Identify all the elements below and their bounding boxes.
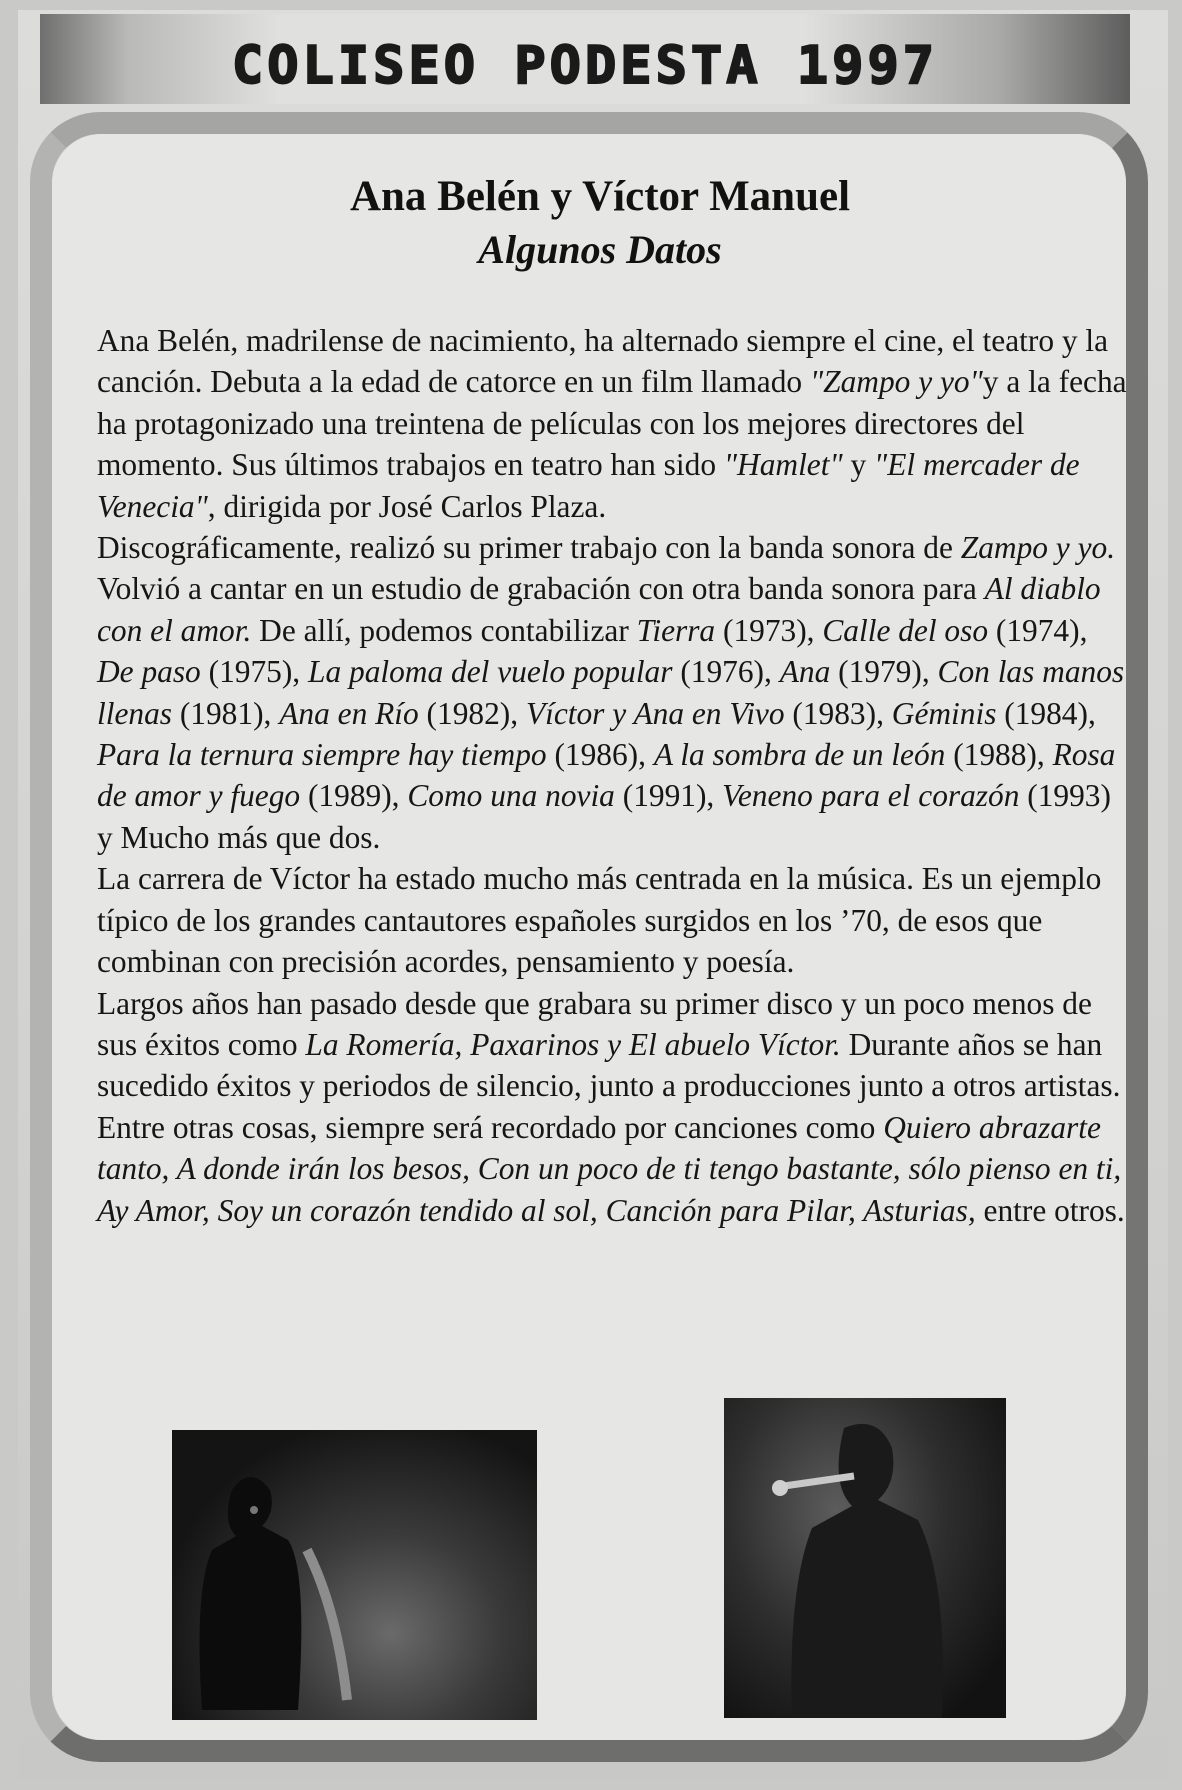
italic-title-run: Tierra (636, 612, 716, 648)
italic-title-run: A la sombra de un león (653, 737, 946, 773)
article-title: Ana Belén y Víctor Manuel (349, 173, 851, 220)
paragraph (97, 983, 1127, 1231)
text-run: (1991), (614, 778, 723, 814)
text-run: y a la fecha ha protagonizado una treintena de películas con los mejores directores del momento. Sus últimos trabajos en teatro han sido (97, 364, 1127, 483)
italic-title-run: Ana (779, 654, 831, 690)
text-run: , dirigida por José Carlos Plaza. (207, 488, 607, 524)
paragraph (97, 858, 1127, 982)
text-run: (1974), (988, 612, 1088, 648)
italic-title-run: Géminis (891, 695, 997, 731)
text-run: (1989), (300, 778, 408, 814)
text-run: Ana Belén, madrilense de nacimiento, ha alternado siempre el cine, el teatro y la canción. Debuta a la edad de catorce en un film llamado (97, 323, 1109, 400)
text-run: (1979), (830, 654, 938, 690)
text-run: (1983), (784, 695, 892, 731)
header-title: COLISEO PODESTA 1997 (231, 36, 939, 96)
text-run: (1984), (996, 695, 1096, 731)
italic-title-run: Zampo y yo. (960, 530, 1116, 566)
text-run: (1981), (171, 695, 280, 731)
text-run: Largos años han pasado desde que grabara su primer disco y un poco menos de sus éxitos como (97, 985, 1092, 1062)
text-run: (1986), (546, 737, 654, 773)
italic-title-run: Para la ternura siempre hay tiempo (97, 737, 547, 773)
text-run: (1973), (715, 612, 823, 648)
text-run: La carrera de Víctor ha estado mucho más centrada en la música. Es un ejemplo típico de los grandes cantautores españoles surgidos en los ’70, de esos que combinan con precisión acordes, pensamiento y poesía. (97, 861, 1102, 980)
text-run: entre otros. (975, 1192, 1125, 1228)
italic-title-run: De paso (97, 654, 201, 690)
text-run: De allí, podemos contabilizar (251, 612, 637, 648)
italic-title-run: La Romería, Paxarinos y El abuelo Víctor. (305, 1026, 841, 1062)
text-run: Durante años se han sucedido éxitos y periodos de silencio, junto a producciones junto a otros artistas. Entre otras cosas, siempre será recordado por canciones como (97, 1026, 1121, 1145)
text-run: (1976), (672, 654, 780, 690)
italic-title-run: Como una novia (407, 778, 615, 814)
italic-title-run: "El mercader de Venecia" (97, 447, 1080, 524)
italic-title-run: Al diablo con el amor. (97, 571, 1101, 648)
italic-title-run: Quiero abrazarte tanto, A donde irán los besos, Con un poco de ti tengo bastante, sólo pienso en ti, Ay Amor, Soy un corazón tendido al sol, Canción para Pilar, Asturias, (97, 1109, 1122, 1228)
article-body (97, 320, 1127, 1231)
text-run: Volvió a cantar en un estudio de grabación con otra banda sonora para (97, 571, 985, 607)
singer-silhouette-icon (172, 1430, 537, 1720)
photo-victor-manuel (724, 1398, 1006, 1718)
italic-title-run: Veneno para el corazón (722, 778, 1020, 814)
text-run: (1982), (418, 695, 526, 731)
italic-title-run: Ana en Río (279, 695, 419, 731)
italic-title-run: "Zampo y yo" (809, 364, 983, 400)
text-run: (1975), (200, 654, 308, 690)
photo-ana-belen (172, 1430, 537, 1720)
text-run: y (842, 447, 875, 483)
text-run: (1993) y Mucho más que dos. (97, 778, 1111, 855)
paragraph (97, 320, 1127, 527)
header-band (40, 14, 1130, 104)
italic-title-run: Con las manos llenas (97, 654, 1125, 731)
article-subtitle: Algunos Datos (478, 227, 722, 272)
paragraph (97, 527, 1127, 858)
italic-title-run: La paloma del vuelo popular (308, 654, 673, 690)
italic-title-run: Víctor y Ana en Vivo (525, 695, 785, 731)
italic-title-run: Calle del oso (822, 612, 989, 648)
text-run: Discográficamente, realizó su primer trabajo con la banda sonora de (97, 530, 961, 566)
italic-title-run: "Hamlet" (723, 447, 843, 483)
italic-title-run: Rosa de amor y fuego (97, 737, 1116, 814)
singer-silhouette-icon (724, 1398, 1006, 1718)
text-run: (1988), (945, 737, 1053, 773)
